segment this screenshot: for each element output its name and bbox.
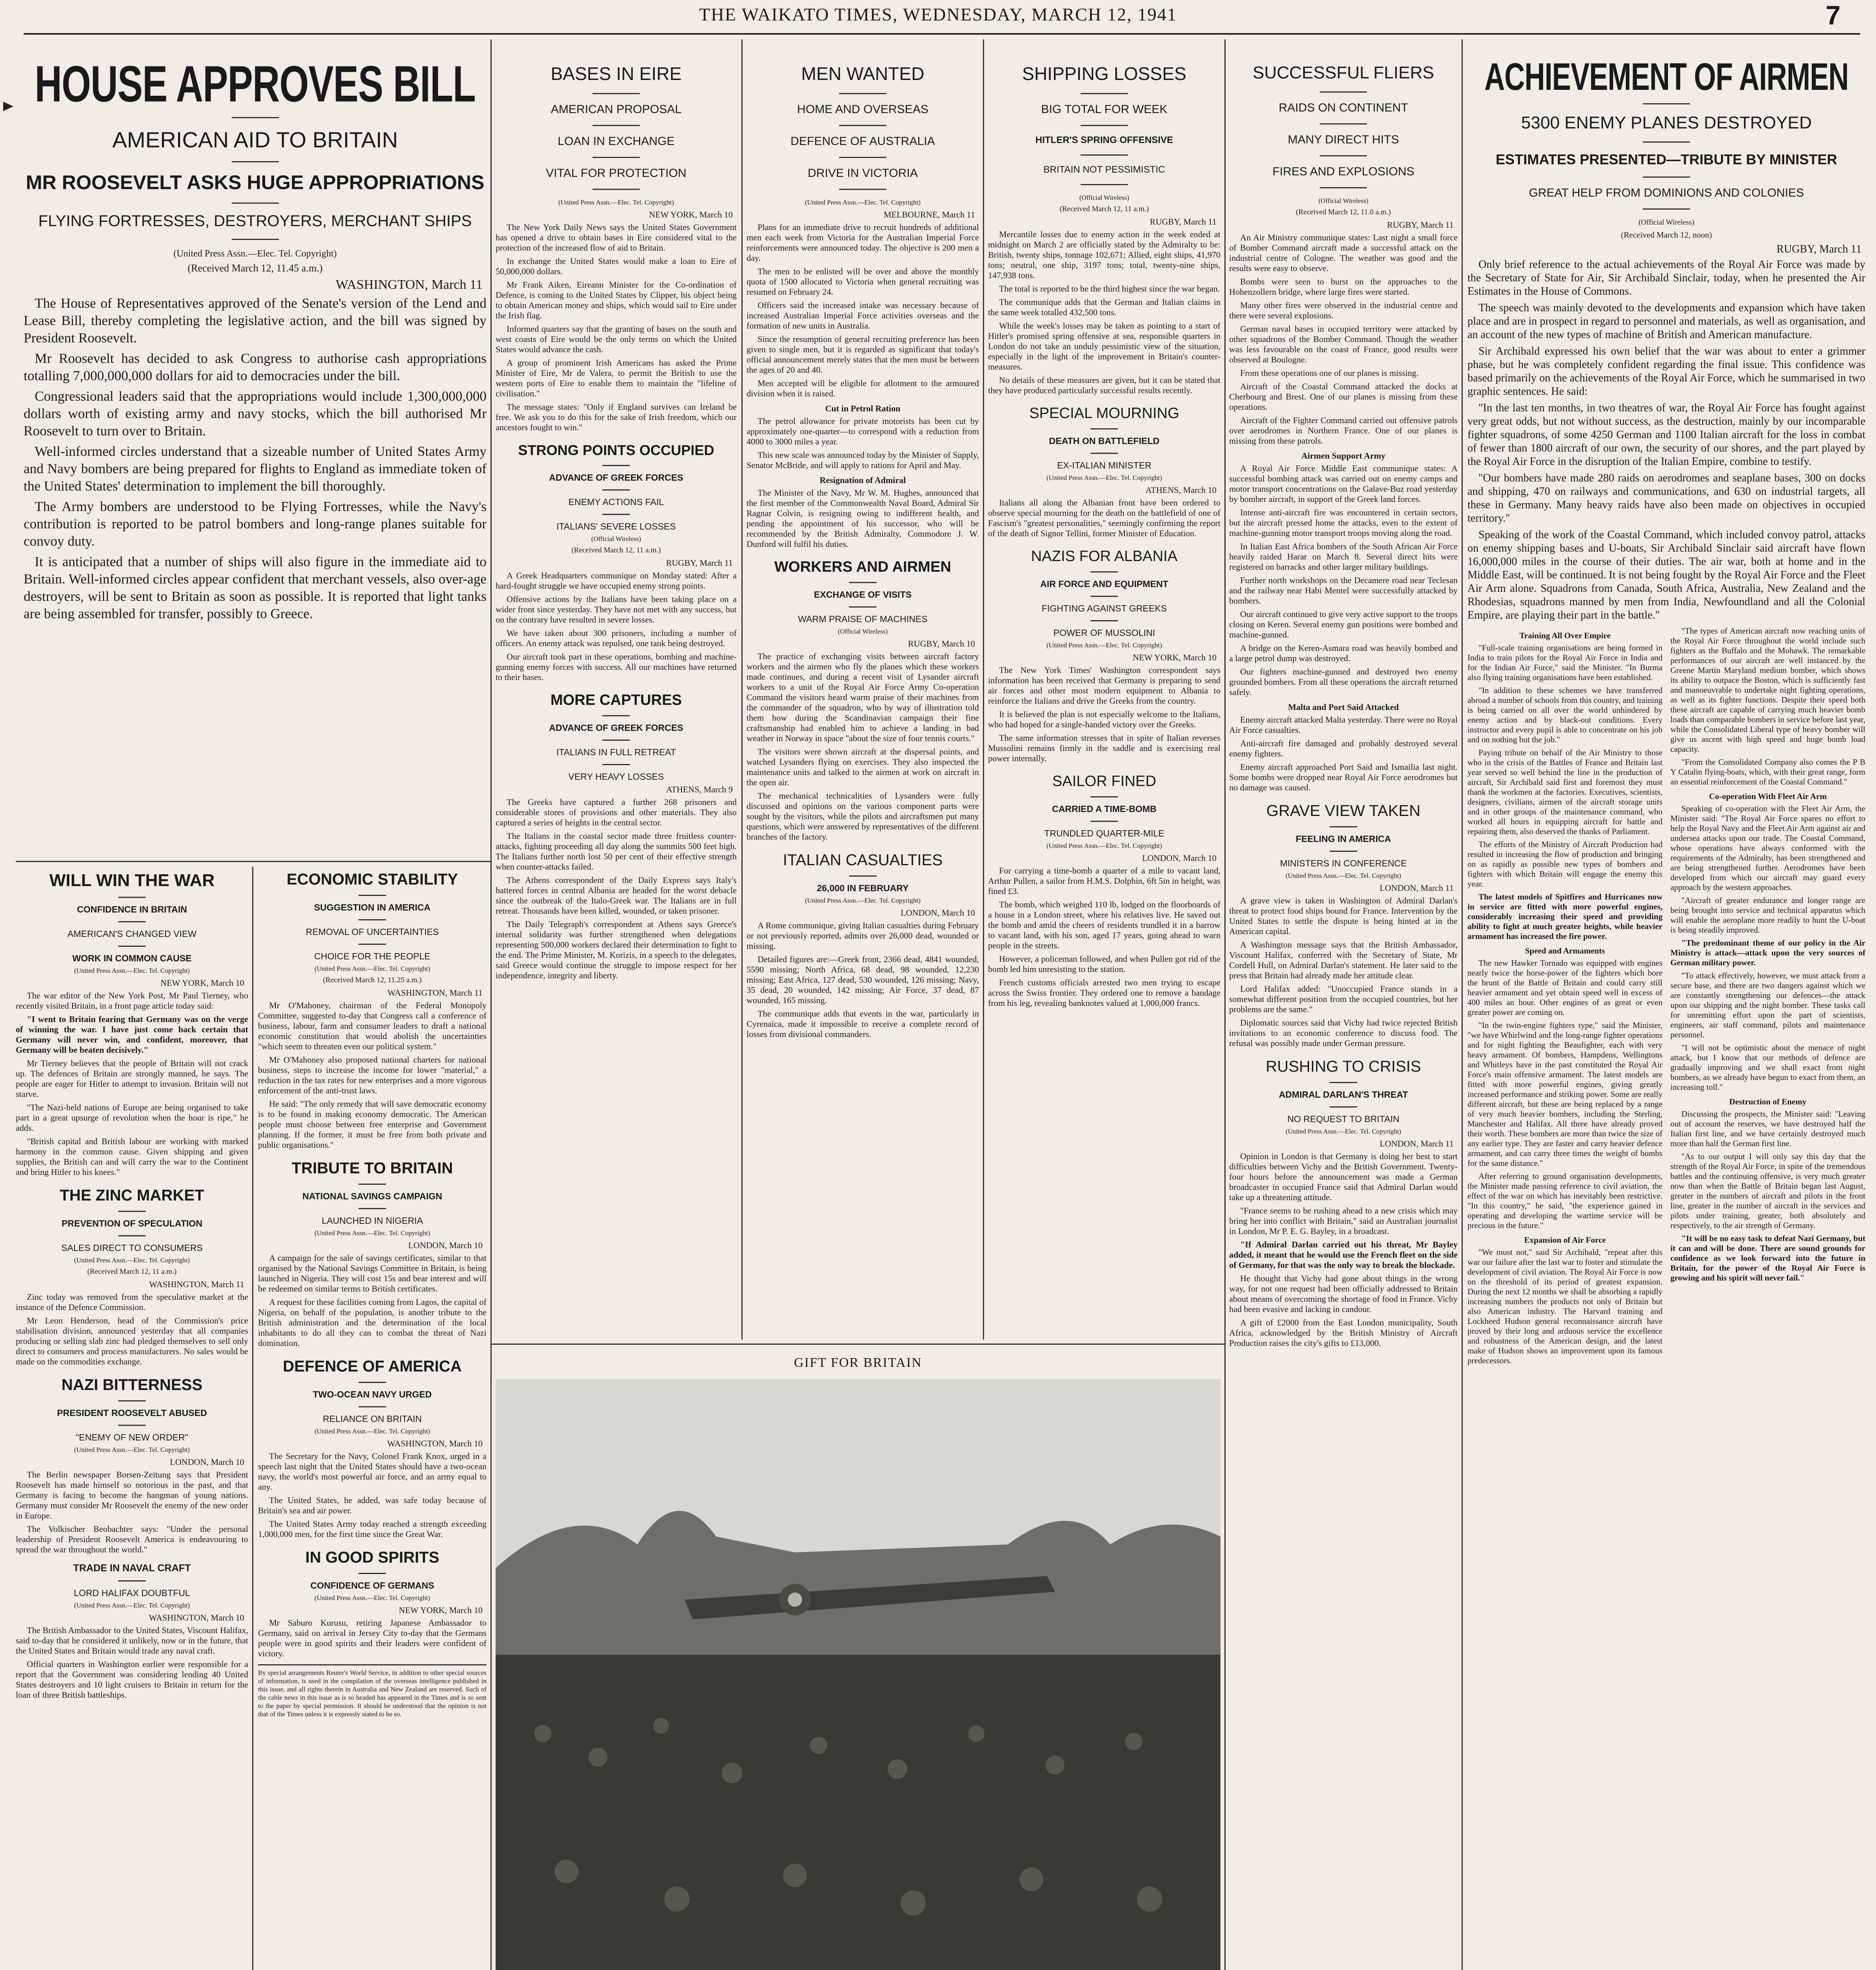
deck: MANY DIRECT HITS — [1287, 133, 1399, 146]
column-left-a — [16, 867, 248, 1970]
paragraph: "In the last ten months, in two theatres of war, the Royal Air Force has fought against very great odds, but not without success, as the destruction, mainly by our incomparable fighter squadrons, of some 4250 German and 1100 Italian aircraft for the loss in combat of fewer than 1800 aircraft of our own, the security of our shores, and the part played by the Royal Air Force in the disruption of the Italian Empire, combine to testify. — [1467, 402, 1865, 468]
dateline: WASHINGTON, March 11 — [387, 988, 483, 998]
received-line: (Received March 12, 11.25 a.m.) — [323, 976, 422, 984]
paragraph: The Greeks have captured a further 268 prisoners and considerable stores of provisions and other materials. They also captured a series of heights in the central sector. — [496, 797, 737, 827]
paragraph: Italians all along the Albanian front have been ordered to observe special mourning for the death on the battlefield of one of Fascism's "greatest personalities," seemingly confirming the report of the death of Signor Tellini, former Minister of Education. — [988, 498, 1220, 538]
paragraph: He said: "The only remedy that will save democratic economy is to be found in making economy democratic. The American people must choose between free enterprise and Government planning. If the former, it must be free from both private and public organisations." — [258, 1099, 487, 1150]
received-line: (Received March 12, 11 a.m.) — [87, 1267, 177, 1276]
column-left-b — [258, 867, 487, 1970]
paragraph: The practice of exchanging visits between aircraft factory workers and the airmen who fly the planes which these workers made continues, and during a recent visit of Lysander aircraft workers to a unit of the Royal Air Force Army Co-operation Command the visitors heard warm praise of their machines from the commander of the squadron, who by way of illustration told them how during the Scandinavian campaign their fine craftsmanship had enabled him to achieve a landing in bad weather in Norway in space "about the size of four tennis courts." — [747, 651, 979, 743]
paragraph: The latest models of Spitfires and Hurricanes now in service are fitted with more powerful engines, considerably increasing their speed and providing ability to fight at much greater heights, while heavier armament has increased the fire power. — [1467, 892, 1662, 941]
deck: 5300 ENEMY PLANES DESTROYED — [1521, 113, 1812, 132]
paragraph: Aircraft of the Fighter Command carried out offensive patrols over aerodromes in Northern France. One of our planes is missing from these patrols. — [1229, 415, 1458, 446]
paragraph: "It will be no easy task to defeat Nazi Germany, but it can and will be done. There are sound grounds for confidence as we look forward into the future in Britain, for the power of the Royal Air Force is growing and his spirit will never fail." — [1670, 1234, 1865, 1282]
deck: GREAT HELP FROM DOMINIONS AND COLONIES — [1529, 186, 1804, 199]
paragraph: We have taken about 300 prisoners, including a number of officers. An enemy attack was repulsed, one tank being destroyed. — [496, 628, 737, 648]
paragraph: Speaking of co-operation with the Fleet Air Arm, the Minister said: "The Royal Air Force spares no effort to help the Royal Navy and the Fleet Air Arm against air and undersea attacks upon our trade. The Coastal Command, whose operations have always conformed with the requirements of the Admiralty, has been strengthened and are being strengthened further. Aerodromes have been developed from which our aircraft may guard every approach by the western approaches. — [1670, 804, 1865, 892]
credit-line: (Official Wireless) — [1318, 197, 1369, 204]
headline: THE ZINC MARKET — [59, 1187, 204, 1204]
paragraph: Mr Roosevelt has decided to ask Congress to authorise cash appropriations totalling 7,000,000,000 dollars for aid to democracies under the bill. — [24, 351, 487, 383]
deck: CONFIDENCE IN BRITAIN — [77, 904, 187, 914]
credit-line: (United Press Assn.—Elec. Tel. Copyright) — [74, 967, 190, 974]
section-rule — [490, 1344, 1224, 1345]
credit-line: (United Press Assn.—Elec. Tel. Copyright) — [1046, 641, 1162, 649]
received-line: (Received March 12, noon) — [1621, 230, 1712, 240]
headline: SAILOR FINED — [1052, 773, 1156, 790]
paragraph: "In the twin-engine fighters type," said the Minister, "we have Whirlwind and the long-range fighter operations and for night fighting the Beaufighter, each with very heavy armament. Of bombers, Hampdens, Wellingtons and Whitleys have in the past constituted the Royal Air Force's main offensive armament. The latest models are fitted with more powerful engines, giving greatly increased performance and striking power. Some are really different aircraft, but these are being replaced by a range of very much heavier bombers, including the Sterling, Manchester and Halifax. All three have already proved their worth. These bombers are more than twice the size of any earlier type. They are faster and carry heavier defence armament, and can carry three times the weight of bombs for the same distance." — [1467, 1020, 1662, 1168]
paragraph: The New York Daily News says the United States Government has opened a drive to obtain bases in Eire considered vital to the protection of the increased flow of aid to Britain. — [496, 222, 737, 253]
column-rule — [741, 39, 743, 1340]
deck: PRESIDENT ROOSEVELT ABUSED — [57, 1408, 207, 1418]
deck: ESTIMATES PRESENTED—TRIBUTE BY MINISTER — [1495, 151, 1837, 167]
credit-line: (United Press Assn.—Elec. Tel. Copyright) — [1046, 842, 1162, 849]
paragraph: Officers said the increased intake was necessary because of increased Australian Imperial Force activities overseas and the formation of new units in Australia. — [747, 300, 979, 331]
credit-line: (Official Wireless) — [1079, 194, 1129, 201]
deck: ADVANCE OF GREEK FORCES — [549, 723, 684, 733]
headline: WILL WIN THE WAR — [49, 871, 215, 890]
dateline: RUGBY, March 11 — [1387, 220, 1454, 230]
paragraph: Zinc today was removed from the speculative market at the instance of the Defence Commission. — [16, 1292, 248, 1312]
paragraph: For carrying a time-bomb a quarter of a mile to vacant land, Arthur Pullen, a sailor from H.M.S. Dolphin, 6ft 5in in height, was fined £3. — [988, 866, 1220, 896]
paragraph: It is believed the plan is not especially welcome to the Italians, who had hoped for a single-handed victory over the Greeks. — [988, 709, 1220, 729]
paragraph: The Minister of the Navy, Mr W. M. Hughes, announced that the first member of the Commonwealth Naval Board, Admiral Sir Ragnar Colvin, is resigning owing to indifferent health, and pending the appointment of his successor, who will be recommended by the British Admiralty, Commodore J. W. Dunford will fulfil his duties. — [747, 488, 979, 549]
margin-arrow-icon — [3, 102, 13, 111]
deck: DRIVE IN VICTORIA — [808, 167, 918, 180]
paragraph: Informed quarters say that the granting of bases on the south and west coasts of Eire would be the only terms on which the United States would advance the cash. — [496, 324, 737, 354]
paragraph: Since the resumption of general recruiting preference has been given to single men, but it is regarded as significant that today's official announcement merely states that the men must be between the ages of 20 and 40. — [747, 334, 979, 375]
credit-line: (United Press Assn.—Elec. Tel. Copyright) — [314, 965, 430, 972]
paragraph: Sir Archibald expressed his own belief that the war was about to enter a grimmer phase, but he was completely confident regarding the final issue. This confidence was based primarily on the achievements of the Royal Air Force, which he summarised in two graphic sentences. He said: — [1467, 345, 1865, 398]
subhead: Expansion of Air Force — [1524, 1235, 1606, 1245]
paragraph: From these operations one of our planes is missing. — [1240, 368, 1419, 378]
paragraph: Further north workshops on the Decamere road near Teclesan and the railway near Habi Mentel were successfully attacked by bombers. — [1229, 575, 1458, 606]
paragraph: Diplomatic sources said that Vichy had twice rejected British invitations to an economic conference to discuss food. The refusal was possibly made under German pressure. — [1229, 1018, 1458, 1048]
paragraph: The United States Army today reached a strength exceeding 1,000,000 men, for the first time since the Great War. — [258, 1519, 487, 1539]
received-line: (Received March 12, 11.0 a.m.) — [1296, 208, 1391, 216]
dateline: WASHINGTON, March 11 — [149, 1279, 244, 1289]
headline: SPECIAL MOURNING — [1029, 405, 1179, 422]
paragraph: The United States, he added, was safe today because of Britain's sea and air power. — [258, 1495, 487, 1515]
subcolumn-left — [1467, 626, 1662, 1369]
paragraph: Enemy aircraft approached Port Said and Ismailia last night. Some bombs were dropped near Royal Air Force aerodromes but no damage was caused. — [1229, 762, 1458, 792]
credit-line: (United Press Assn.—Elec. Tel. Copyright) — [1046, 474, 1162, 481]
headline: GRAVE VIEW TAKEN — [1266, 802, 1421, 820]
paragraph: The Daily Telegraph's correspondent at Athens says Greece's internal solidarity was further strengthened when delegations representing 500,000 workers declared their determination to fight to the end. The Prime Minister, M. Korizis, in a speech to the delegates, said Greece would continue the struggle to impose respect for her independence, integrity and liberty. — [496, 919, 737, 980]
deck: FIGHTING AGAINST GREEKS — [1042, 603, 1167, 613]
headline: TRIBUTE TO BRITAIN — [292, 1160, 453, 1177]
deck: REMOVAL OF UNCERTAINTIES — [306, 927, 439, 937]
paragraph: "The Nazi-held nations of Europe are being organised to take part in a great upsurge of revolution when the hour is ripe," he adds. — [16, 1102, 248, 1133]
deck: TWO-OCEAN NAVY URGED — [313, 1389, 432, 1399]
deck: SUGGESTION IN AMERICA — [314, 902, 431, 913]
paragraph: The Volkischer Beobachter says: "Under the personal leadership of President Roosevelt America is endeavouring to spread the war throughout the world." — [16, 1524, 248, 1554]
paragraph: Mr O'Mahoney also proposed national charters for national business, steps to increase the income for lower "material," a reduction in the tax rates for new enterprises and a more vigorous enforcement of the anti-trust laws. — [258, 1055, 487, 1095]
paragraph: The New York Times' Washington correspondent says information has been received that Germany is preparing to send air forces and other most modern equipment to Albania to reinforce the Italians and drive the Greeks from the country. — [988, 665, 1220, 706]
headline: STRONG POINTS OCCUPIED — [518, 442, 715, 458]
headline: ECONOMIC STABILITY — [286, 871, 458, 888]
headline: IN GOOD SPIRITS — [305, 1549, 440, 1566]
paragraph: Intense anti-aircraft fire was encountered in certain sectors, but the aircraft pressed home the attacks, even to the extent of machine-gunning motor transport troops moving along the road. — [1229, 507, 1458, 538]
deck: ENEMY ACTIONS FAIL — [568, 497, 664, 507]
deck: WARM PRAISE OF MACHINES — [798, 614, 928, 624]
paragraph: A grave view is taken in Washington of Admiral Darlan's threat to protect food ships bound for France. Intervention by the United States to settle the dispute is being hinted at in the American capital. — [1229, 896, 1458, 936]
subhead: Cut in Petrol Ration — [825, 403, 901, 413]
photo-title: GIFT FOR BRITAIN — [794, 1355, 922, 1370]
dateline: LONDON, March 11 — [1380, 1139, 1454, 1149]
deck: HOME AND OVERSEAS — [797, 103, 929, 116]
dateline: NEW YORK, March 10 — [399, 1605, 483, 1615]
paragraph: A gift of £2000 from the East London municipality, South Africa, acknowledged by the British Ministry of Aircraft Production raises the city's gifts to £13,000. — [1229, 1318, 1458, 1348]
paragraph: The new Hawker Tornado was equipped with engines nearly twice the horse-power of the fighters which bore the brunt of the Battle of Britain and could carry still heavier armament and yet obtain speed well in excess of 400 miles an hour. Other engines of as great or even greater power are coming on. — [1467, 958, 1662, 1017]
headline: ITALIAN CASUALTIES — [783, 851, 943, 869]
paragraph: A Greek Headquarters communique on Monday stated: After a hard-fought struggle we have occupied enemy strong points. — [496, 571, 737, 591]
deck: LORD HALIFAX DOUBTFUL — [74, 1588, 190, 1598]
paragraph: The communique adds that events in the war, particularly in Cyrenaica, made it impossible to receive a complete record of losses from divisional commanders. — [747, 1009, 979, 1039]
paragraph: A Royal Air Force Middle East communique states: A successful bombing attack was carried out on enemy camps and motor transport concentrations on the Galave-Buz road yesterday by bomber aircraft, in support of the Greek land forces. — [1229, 463, 1458, 504]
subhead: Malta and Port Said Attacked — [1288, 702, 1399, 712]
paragraph: Enemy aircraft attacked Malta yesterday. There were no Royal Air Force casualties. — [1229, 715, 1458, 735]
dateline: RUGBY, March 11 — [666, 558, 733, 568]
credit-line: (United Press Assn.—Elec. Tel. Copyright) — [805, 199, 921, 206]
paragraph: Congressional leaders said that the appropriations would include 1,300,000,000 dollars worth of existing army and navy stocks, which the bill authorised Mr Roosevelt to turn over to Britain. — [24, 388, 487, 439]
paragraph: The Army bombers are understood to be Flying Fortresses, while the Navy's contribution is reported to be patrol bombers and long-range planes suitable for convoy duty. — [24, 499, 487, 549]
credit-line: (United Press Assn.—Elec. Tel. Copyright) — [74, 1602, 190, 1609]
column-rule — [490, 39, 492, 1970]
paragraph: A campaign for the sale of savings certificates, similar to that organised by the National Savings Committee in Britain, is being launched in Nigeria. They will cost 15s and bear interest and will be redeemed on similar terms to British certificates. — [258, 1253, 487, 1294]
deck: NATIONAL SAVINGS CAMPAIGN — [302, 1191, 442, 1201]
paragraph: Bombs were seen to burst on the approaches to the Hohenzollern bridge, where large fires were started. — [1229, 277, 1458, 297]
paragraph: The Secretary for the Navy, Colonel Frank Knox, urged in a speech last night that the United States should have a two-ocean navy, the world's most powerful air force, and an army equal to any. — [258, 1451, 487, 1492]
masthead — [0, 0, 1876, 32]
page-number: 7 — [1826, 0, 1841, 30]
deck: AMERICAN PROPOSAL — [551, 103, 682, 116]
paragraph: Official quarters in Washington earlier were responsible for a report that the Government was considering lending 40 United States destroyers and 10 light cruisers to Britain in return for the loan of three British battleships. — [16, 1659, 248, 1700]
paragraph: Our aircraft took part in these operations, bombing and machine-gunning enemy forces with success. All our machines have returned to their bases. — [496, 652, 737, 682]
headline: SUCCESSFUL FLIERS — [1252, 63, 1434, 82]
deck: BIG TOTAL FOR WEEK — [1041, 103, 1168, 116]
dateline: WASHINGTON, March 10 — [149, 1613, 244, 1622]
paragraph: "I went to Britain fearing that Germany was on the verge of winning the war. I have just come back certain that Germany will never win, and confident, moreover, that Germany will be beaten decisively." — [16, 1014, 248, 1055]
paragraph: Mr Saburo Kurusu, retiring Japanese Ambassador to Germany, said on arrival in Jersey City to-day that the Germans people were in good spirits and their leaders were confident of victory. — [258, 1618, 487, 1658]
credit-line: (United Press Assn.—Elec. Tel. Copyright) — [173, 249, 337, 259]
paragraph: Mr Leon Henderson, head of the Commission's price stabilisation division, announced yesterday that all companies producing or selling slab zinc had pledged themselves to sell only direct to consumers and process manufacturers. No sales would be made on the commodities exchange. — [16, 1316, 248, 1366]
subhead: Co-operation With Fleet Air Arm — [1709, 792, 1827, 801]
received-line: (Received March 12, 11.45 a.m.) — [188, 262, 323, 274]
dateline: WASHINGTON, March 10 — [387, 1438, 483, 1448]
deck: VITAL FOR PROTECTION — [546, 167, 687, 180]
deck: AMERICAN AID TO BRITAIN — [112, 127, 398, 152]
paragraph: Our aircraft continued to give very active support to the troops closing on Keren. Several enemy gun positions were bombed and machine-gunned. — [1229, 609, 1458, 639]
dateline: LONDON, March 10 — [170, 1457, 244, 1467]
dateline: RUGBY, March 10 — [908, 639, 975, 649]
paragraph: Anti-aircraft fire damaged and probably destroyed several enemy fighters. — [1229, 738, 1458, 758]
deck: PREVENTION OF SPECULATION — [61, 1218, 202, 1228]
paragraph: Discussing the prospects, the Minister said: "Leaving out of account the reserves, we have destroyed half the Italian first line, and we have certainly destroyed much more than half the German first line. — [1670, 1109, 1865, 1148]
paragraph: The communique adds that the German and Italian claims in the same week totalled 432,500 tons. — [988, 297, 1220, 317]
dateline: RUGBY, March 11 — [1776, 243, 1861, 255]
deck: RELIANCE ON BRITAIN — [323, 1414, 422, 1424]
column-rule — [983, 39, 984, 1340]
received-line: (Received March 12, 11 a.m.) — [1059, 205, 1149, 213]
paragraph: The same information stresses that in spite of Italian reverses Mussolini remains firmly in the saddle and is exercising real power internally. — [988, 733, 1220, 763]
credit-line: (United Press Assn.—Elec. Tel. Copyright) — [314, 1427, 430, 1435]
paragraph: "From the Consolidated Company also comes the P B Y Catalin flying-boats, which, with their great range, form an essential reinforcement of the Coastal Command." — [1670, 757, 1865, 786]
column-4 — [988, 39, 1220, 1340]
paragraph: The message states: "Only if England survives can Ireland be free. We ask you to do this for the sake of Irish freedom, which our ancestors fought to win." — [496, 402, 737, 432]
paragraph: "As to our output I will only say this day that the strength of the Royal Air Force, in spite of the tremendous battles and the continuing offensive, is very much greater now than when the Battle of Britain began last August, greater in the numbers of aircraft and pilots in the front line, greater in the number of aircraft in the services and pilots under training, greater, both absolutely and respectively, to the air strength of Germany. — [1670, 1152, 1865, 1230]
copyright-notice: By special arrangements Reuter's World Service, in addition to other special sources of information, is used in the compilation of the overseas intelligence published in this issue, and all rights therein in Australia and New Zealand are reserved. Such of the cable news in this issue as is so headed has appeared in the Times and is so sent to the paper by special permission. It should be understood that the opinion is not that of the Times unless it is expressly stated to be so. — [258, 1664, 487, 1718]
paragraph: The efforts of the Ministry of Aircraft Production had resulted in increasing the flow of production and bringing on as rapidly as possible new types of bombers and fighters with which Britain will engage the enemy this year. — [1467, 840, 1662, 888]
paragraph: "To attack effectively, however, we must attack from a secure base, and there are two dangers against which we are constantly strengthening our defences—the attack upon our shipping and the night bomber. These tasks call for unremitting effort upon the part of scientists, engineers, air staff command, pilots and maintenance personnel. — [1670, 971, 1865, 1039]
headline: MEN WANTED — [801, 63, 925, 84]
paragraph: While the week's losses may be taken as pointing to a start of Hitler's promised spring offensive at sea, responsible quarters in London do not take an unduly pessimistic view of the situation, especially in the light of the improvement in Britain's counter-measures. — [988, 321, 1220, 372]
paragraph: Only brief reference to the actual achievements of the Royal Air Force was made by the Secretary of State for Air, Sir Archibald Sinclair, today, when he presented the Air Estimates in the House of Commons. — [1467, 258, 1865, 297]
paragraph: The bomb, which weighed 110 lb, lodged on the floorboards of a house in a London street, where his relatives live. He saved out the bomb and amid the cheers of residents trundled it in a barrow to vacant land, with his son, aged 17 years, going ahead to warn people in the streets. — [988, 900, 1220, 950]
dateline: NEW YORK, March 10 — [1133, 652, 1217, 662]
dateline: LONDON, March 10 — [1142, 853, 1217, 863]
deck: NO REQUEST TO BRITAIN — [1287, 1114, 1400, 1124]
deck: CHOICE FOR THE PEOPLE — [314, 951, 431, 961]
paragraph: French customs officials arrested two men trying to escape across the Swiss frontier. They ordered one to remove a bandage from his leg, revealing banknotes valued at 1,000,000 francs. — [988, 978, 1220, 1008]
headline: NAZIS FOR ALBANIA — [1031, 548, 1178, 565]
column-rule — [1462, 39, 1463, 1970]
paragraph: Offensive actions by the Italians have been taking place on a wider front since yesterday. They have not met with any success, but on the contrary have resulted in severe losses. — [496, 594, 737, 624]
paragraph: The Italians in the coastal sector made three fruitless counter-attacks, fighting proceeding all day along the summits 500 feet high. The Italians further north lost 50 per cent of their effective strength when counter-attacks failed. — [496, 831, 737, 872]
lead-story — [24, 39, 487, 626]
dateline: NEW YORK, March 10 — [160, 978, 244, 988]
deck: FEELING IN AMERICA — [1296, 834, 1391, 844]
headline: HOUSE APPROVES BILL — [35, 56, 476, 113]
paragraph: Plans for an immediate drive to recruit hundreds of additional men each week from Victoria for the Australian Imperial Force reinforcements were announced today. The objective is 200 men a day. — [747, 222, 979, 263]
deck: HITLER'S SPRING OFFENSIVE — [1035, 135, 1173, 145]
deck: ADVANCE OF GREEK FORCES — [549, 472, 684, 483]
paragraph: This new scale was announced today by the Minister of Supply, Senator McBride, and will apply to rations for April and May. — [747, 450, 979, 470]
dateline: ATHENS, March 10 — [1145, 485, 1217, 495]
top-rule — [24, 33, 1860, 35]
paragraph: Many other fires were observed in the industrial centre and there were several explosions. — [1229, 300, 1458, 320]
deck: TRUNDLED QUARTER-MILE — [1044, 828, 1165, 838]
paragraph: Speaking of the work of the Coastal Command, which included convoy patrol, attacks on enemy shipping bases and U-boats, Sir Archibald Sinclair said aircraft have flown 16,000,000 miles in the course of their duties. The air war, both at home and in the Middle East, will be continued. It is not being fought by the Royal Air Force and the Fleet Air Arm alone. Squadrons from Canada, South Africa, Australia, New Zealand and the Rhodesias, squadrons manned by men from India, Newfoundland and all the Colonial Empire, are playing their part in the battle." — [1467, 529, 1865, 621]
subhead: Training All Over Empire — [1519, 631, 1611, 640]
deck: WORK IN COMMON CAUSE — [72, 953, 192, 963]
deck: FLYING FORTRESSES, DESTROYERS, MERCHANT SHIPS — [38, 212, 472, 230]
paragraph: The visitors were shown aircraft at the dispersal points, and watched Lysanders flying on exercises. They also inspected the maintenance units and talked to the airmen at work on aircraft in the open air. — [747, 747, 979, 787]
paragraph: "Our bombers have made 280 raids on aerodromes and seaplane bases, 300 on docks and shipping, 470 on railways and communications, and 630 on industrial targets, all these in Germany. Many heavy raids have also been made on objectives in occupied territory." — [1467, 472, 1865, 524]
credit-line: (United Press Assn.—Elec. Tel. Copyright) — [314, 1229, 430, 1237]
received-line: (Received March 12, 11 a.m.) — [571, 546, 661, 554]
column-rule — [252, 867, 253, 1970]
dateline: LONDON, March 10 — [901, 908, 975, 918]
credit-line: (Official Wireless) — [591, 535, 641, 543]
paragraph: He thought that Vichy had gone about things in the wrong way, for not one request had been officially addressed to Britain about means of overcoming the shortage of food in France. Vichy had been evasive and lacking in candour. — [1229, 1273, 1458, 1314]
paragraph: A Washington message says that the British Ambassador, Viscount Halifax, conferred with the Secretary of State, Mr Cordell Hull, on Admiral Darlan's statement. He later said to the press that Britain had already made her attitude clear. — [1229, 940, 1458, 980]
dateline: NEW YORK, March 10 — [649, 210, 733, 219]
credit-line: (United Press Assn.—Elec. Tel. Copyright) — [314, 1594, 430, 1602]
dateline: LONDON, March 11 — [1380, 883, 1454, 893]
dateline: ATHENS, March 9 — [666, 784, 733, 794]
deck: AIR FORCE AND EQUIPMENT — [1040, 579, 1168, 589]
masthead-title: THE WAIKATO TIMES, WEDNESDAY, MARCH 12, 1941 — [699, 4, 1177, 24]
column-5 — [1229, 39, 1458, 1970]
headline: BASES IN EIRE — [550, 63, 682, 84]
headline: NAZI BITTERNESS — [61, 1376, 202, 1394]
subhead: Resignation of Admiral — [819, 475, 906, 485]
column-6 — [1467, 39, 1865, 1970]
paragraph: Aircraft of the Coastal Command attacked the docks at Cherbourg and Brest. One of our planes is missing from these operations. — [1229, 381, 1458, 412]
deck: AMERICAN'S CHANGED VIEW — [67, 929, 197, 939]
headline: RUSHING TO CRISIS — [1265, 1058, 1421, 1075]
paragraph: In Italian East Africa bombers of the South African Air Force heavily raided Harar on March 8. Several direct hits were registered on barracks and other larger military buildings. — [1229, 541, 1458, 572]
deck: CARRIED A TIME-BOMB — [1052, 804, 1157, 814]
subhead: Destruction of Enemy — [1729, 1097, 1807, 1106]
deck: "ENEMY OF NEW ORDER" — [76, 1432, 188, 1442]
credit-line: (United Press Assn.—Elec. Tel. Copyright) — [1285, 1128, 1401, 1135]
credit-line: (United Press Assn.—Elec. Tel. Copyright) — [74, 1256, 190, 1264]
deck: SALES DIRECT TO CONSUMERS — [61, 1243, 203, 1253]
paragraph: Lord Halifax added: "Unoccupied France stands in a somewhat different position from the occupied countries, but her problems are the same." — [1229, 984, 1458, 1014]
headline: MORE CAPTURES — [550, 692, 682, 708]
photo-illustration — [496, 1379, 1220, 1970]
paragraph: A request for these facilities coming from Lagos, the capital of Nigeria, on behalf of the population, is another tribute to the British administration and the determination of the local inhabitants to do all they can to combat the threat of Nazi domination. — [258, 1297, 487, 1348]
paragraph: "We must not," said Sir Archibald, "repeat after this war our failure after the last war to foster and stimulate the development of civil aviation. The Royal Air Force is now on the threshold of its period of greatest expansion. During the next 12 months we shall be absorbing a rapidly increasing numbers the products not only of Britain but also American industry. The Harvard training and Lockheed Hudson general reconnaissance aircraft have proved by their long and arduous service the excellence and robustness of the American design, and the latest make of Hudson shows an improvement upon its famous predecessors. — [1467, 1247, 1662, 1365]
paragraph: "Full-scale training organisations are being formed in India to train pilots for the Royal Air Force in India and for the Indian Air Force," said the Minister. "In Burma also flying training organisations have been established. — [1467, 643, 1662, 682]
deck: VERY HEAVY LOSSES — [568, 771, 664, 782]
paragraph: "In addition to these schemes we have transferred abroad a number of schools from this country, and training is being carried on all over the world unhindered by enemy action and by black-out conditions. Every instructor and every pupil is able to concentrate on his job and on nothing but the job." — [1467, 686, 1662, 744]
deck: ITALIANS' SEVERE LOSSES — [556, 521, 676, 532]
paragraph: The petrol allowance for private motorists has been cut by approximately one-quarter—to correspond with a reduction from 4000 to 3000 miles a year. — [747, 416, 979, 446]
headline: SHIPPING LOSSES — [1022, 63, 1187, 84]
headline: TRADE IN NAVAL CRAFT — [73, 1563, 191, 1574]
deck: DEFENCE OF AUSTRALIA — [790, 135, 935, 148]
deck: DEATH ON BATTLEFIELD — [1049, 436, 1160, 446]
deck: ITALIANS IN FULL RETREAT — [556, 747, 676, 757]
deck: LOAN IN EXCHANGE — [557, 135, 675, 148]
paragraph: Men accepted will be eligible for allotment to the armoured division when it is raised. — [747, 378, 979, 398]
dateline: RUGBY, March 11 — [1150, 217, 1217, 227]
paragraph: Mr O'Mahoney, chairman of the Federal Monopoly Committee, suggested to-day that Congress call a conference of business, labour, farm and consumer leaders to draft a national economic constitution that would abolish the uncertainties "which seem to threaten even our political system." — [258, 1000, 487, 1051]
paragraph: It is anticipated that a number of ships will also figure in the immediate aid to Britain. Well-informed circles appear confident that merchant vessels, also over-age destroyers, will be sent to Britain as soon as possible. It is reported that light tanks are being assembled for transfer, possibly to Greece. — [24, 554, 487, 621]
column-rule — [1224, 39, 1226, 1970]
deck: CONFIDENCE OF GERMANS — [310, 1580, 435, 1591]
two-column-continuation — [1467, 626, 1865, 1369]
deck: 26,000 IN FEBRUARY — [817, 883, 909, 893]
paragraph: The mechanical technicalities of Lysanders were fully discussed and opinions on the various component parts were sought by the visitors, while the pilots and aircraftsmen put many questions, which were answered by representatives of the different branches of the factory. — [747, 791, 979, 842]
deck: LAUNCHED IN NIGERIA — [321, 1215, 423, 1226]
paragraph: Detailed figures are:—Greek front, 2366 dead, 4841 wounded, 5590 missing; North Africa, 68 dead, 98 wounded, 12,230 missing; East Africa, 127 dead, 530 wounded, 126 missing; Navy, 35 dead, 20 wounded, 142 missing; Air Force, 37 dead, 87 wounded, 165 missing. — [747, 954, 979, 1005]
credit-line: (Official Wireless) — [838, 628, 888, 635]
section-rule — [16, 861, 490, 862]
headline: WORKERS AND AIRMEN — [774, 559, 951, 575]
paragraph: German naval bases in occupied territory were attacked by other squadrons of the Bomber Command. Though the weather was less favourable on the coast of France, good results were observed at Boulogne. — [1229, 324, 1458, 364]
deck: MINISTERS IN CONFERENCE — [1280, 858, 1407, 868]
paragraph: In exchange the United States would make a loan to Eire of 50,000,000 dollars. — [496, 256, 737, 276]
credit-line: (United Press Assn.—Elec. Tel. Copyright) — [74, 1446, 190, 1453]
paragraph: Mr Frank Aiken, Eireann Minister for the Co-ordination of Defence, is coming to the United States by Clipper, his object being to obtain American money and ships, which would sail to Eire under the Irish flag. — [496, 280, 737, 320]
credit-line: (United Press Assn.—Elec. Tel. Copyright) — [1285, 872, 1401, 879]
dateline: MELBOURNE, March 11 — [884, 210, 975, 219]
paragraph: Mercantile losses due to enemy action in the week ended at midnight on March 2 are officially stated by the Admiralty to be: British, twenty ships, tonnage 102,671; Allied, eight ships, 41,970 tons; neutral, one ship, 3197 tons; total, twenty-nine ships, 147,938 tons. — [988, 229, 1220, 280]
paragraph: After referring to ground organisation developments, the Minister made passing reference to civil aviation, the effect of the war on which has inevitably been restrictive. "In this country," he said, "the experience gained in operating and developing the wartime service will be precious in the future." — [1467, 1171, 1662, 1230]
dateline: LONDON, March 10 — [408, 1240, 483, 1250]
paragraph: The House of Representatives approved of the Senate's version of the Lend and Lease Bill, thereby completing the legislative action, and the bill was signed by President Roosevelt. — [24, 296, 487, 346]
headline: ACHIEVEMENT OF AIRMEN — [1484, 56, 1849, 98]
paragraph: A group of prominent Irish Americans has asked the Prime Minister of Eire, Mr de Valera, to permit the British to use the western ports of Eire to enable them to maintain the "lifeline of civilisation." — [496, 358, 737, 398]
headline: DEFENCE OF AMERICA — [282, 1358, 462, 1375]
deck: FIRES AND EXPLOSIONS — [1272, 165, 1415, 178]
column-2 — [496, 39, 737, 1340]
subhead: Airmen Support Army — [1301, 451, 1386, 461]
paragraph: The war editor of the New York Post, Mr Paul Tierney, who recently visited Britain, in a front page article today said: — [16, 991, 248, 1011]
paragraph: Well-informed circles understand that a sizeable number of United States Army and Navy bombers are being prepared for flights to England as immediate token of the United States' determination to implement the bill thoroughly. — [24, 444, 487, 494]
paragraph: However, a policeman followed, and when Pullen got rid of the bomb led him unresisting to the station. — [988, 954, 1220, 974]
paragraph: The men to be enlisted will be over and above the monthly quota of 1500 allocated to Victoria when general recruiting was resumed on February 24. — [747, 266, 979, 297]
paragraph: Our fighters machine-gunned and destroyed two enemy grounded bombers. From all these operations the aircraft returned safely. — [1229, 667, 1458, 697]
deck: BRITAIN NOT PESSIMISTIC — [1043, 164, 1165, 175]
deck: EX-ITALIAN MINISTER — [1057, 460, 1152, 470]
photo-bomber-crowd — [496, 1379, 1220, 1970]
paragraph: "The predominant theme of our policy in the Air Ministry is attack—attack upon the very sources of German military power. — [1670, 938, 1865, 967]
paragraph: The speech was mainly devoted to the developments and expansion which have taken place and are in prospect in regard to personnel and materials, as well as organisation, and an account of the new types of machine of British and American manufacture. — [1467, 302, 1865, 341]
paragraph: "If Admiral Darlan carried out his threat, Mr Bayley added, it meant that he would use the French fleet on the side of Germany, for that was the only way to break the blockade. — [1229, 1240, 1458, 1270]
paragraph: Paying tribute on behalf of the Air Ministry to those who in the crisis of the Battles of France and Britain last year served so well behind the line in the production of aircraft, Sir Archibald said first and foremost they must thank the workmen at the factories. Executives, scientists, designers, civilians, airmen of the aircraft storage units and in other groups of the maintenance command, who worked all hours in equipping aircraft for battle and repairing them, also deserved the thanks of Parliament. — [1467, 748, 1662, 836]
paragraph: "British capital and British labour are working with marked harmony in the common cause. Given shipping and given supplies, the British can and will carry the war to the Continent and bring Hitler to his knees." — [16, 1136, 248, 1177]
paragraph: "I will not be optimistic about the menace of night attack, but I know that our methods of defence are gradually improving and we shall exact from night bombers, as we already have begun to exact from them, an increasing toll." — [1670, 1043, 1865, 1092]
paragraph: A Rome communique, giving Italian casualties during February or not previously reported, admits over 26,000 dead, wounded or missing. — [747, 920, 979, 951]
paragraph: Opinion in London is that Germany is doing her best to start difficulties between Vichy and the British Government. Twenty-four hours before the announcement was made a German broadcaster in occupied France said that Admiral Darlan would take up a threatening attitude. — [1229, 1151, 1458, 1202]
paragraph: The Berlin newspaper Borsen-Zeitung says that President Roosevelt has made himself so notorious in the past, and that Germany is facing to become the hangman of young nations. Germany must consider Mr Roosevelt the enemy of the new order in Europe. — [16, 1470, 248, 1520]
deck: EXCHANGE OF VISITS — [814, 589, 912, 600]
paragraph: "The types of American aircraft now reaching units of the Royal Air Force throughout the world include such fighters as the Buffalo and the Mohawk. The remarkable performances of our aircraft are well instanced by the Greene Martin Maryland medium bomber, which shows its ability to outpace the Boston, which is sufficiently fast and manoeuvrable to undertake night fighting operations, as well as its fighter functions. Despite their speed both these aircraft are capable of carrying much heavier bomb loads than comparable bombers in service before last year, while the Consolidated Liberal type of heavy bomber will give us ascent with high speed and huge bomb load capacity. — [1670, 626, 1865, 754]
deck: RAIDS ON CONTINENT — [1278, 101, 1408, 114]
paragraph: An Air Ministry communique states: Last night a small force of Bomber Command aircraft made a successful attack on the industrial centre of Cologne. The weather was good and the results were easy to observe. — [1229, 232, 1458, 273]
column-3 — [747, 39, 979, 1340]
paragraph: The total is reported to be the third highest since the war began. — [999, 284, 1220, 294]
subcolumn-right — [1670, 626, 1865, 1369]
deck: MR ROOSEVELT ASKS HUGE APPROPRIATIONS — [26, 171, 485, 193]
credit-line: (Official Wireless) — [1638, 218, 1694, 227]
deck: POWER OF MUSSOLINI — [1053, 628, 1155, 638]
paragraph: "France seems to be rushing ahead to a new crisis which may bring her into conflict with Britain," said an Australian journalist in London, Mr P. E. G. Bayley, in a broadcast. — [1229, 1206, 1458, 1236]
credit-line: (United Press Assn.—Elec. Tel. Copyright) — [558, 199, 674, 206]
subhead: Speed and Armaments — [1525, 946, 1605, 955]
paragraph: The British Ambassador to the United States, Viscount Halifax, said to-day that he considered it unlikely, now or in the future, that the United States and Britain would trade any naval craft. — [16, 1625, 248, 1656]
paragraph: The Athens correspondent of the Daily Express says Italy's battered forces in central Albania are headed for the worst debacle since the outbreak of the Italo-Greek war. The Italians are in full retreat. Thousands have been killed, wounded, or taken prisoner. — [496, 875, 737, 916]
paragraph: "Aircraft of greater endurance and longer range are being brought into service and technical apparatus which will enable the aeroplane more readily to hunt the U-boat is being steadily improved. — [1670, 896, 1865, 935]
credit-line: (United Press Assn.—Elec. Tel. Copyright) — [805, 897, 921, 904]
paragraph: No details of these measures are given, but it can be stated that they have produced particularly successful results recently. — [988, 375, 1220, 395]
paragraph: A bridge on the Keren-Asmara road was heavily bombed and a large petrol dump was destroyed. — [1229, 643, 1458, 663]
paragraph: Mr Tierney believes that the people of Britain will not crack up. The defences of Britain are strongly manned, he says. The people are eager for Hitler to attempt to invasion. Britain will not starve. — [16, 1058, 248, 1099]
dateline: WASHINGTON, March 11 — [335, 277, 483, 292]
deck: ADMIRAL DARLAN'S THREAT — [1279, 1089, 1408, 1100]
